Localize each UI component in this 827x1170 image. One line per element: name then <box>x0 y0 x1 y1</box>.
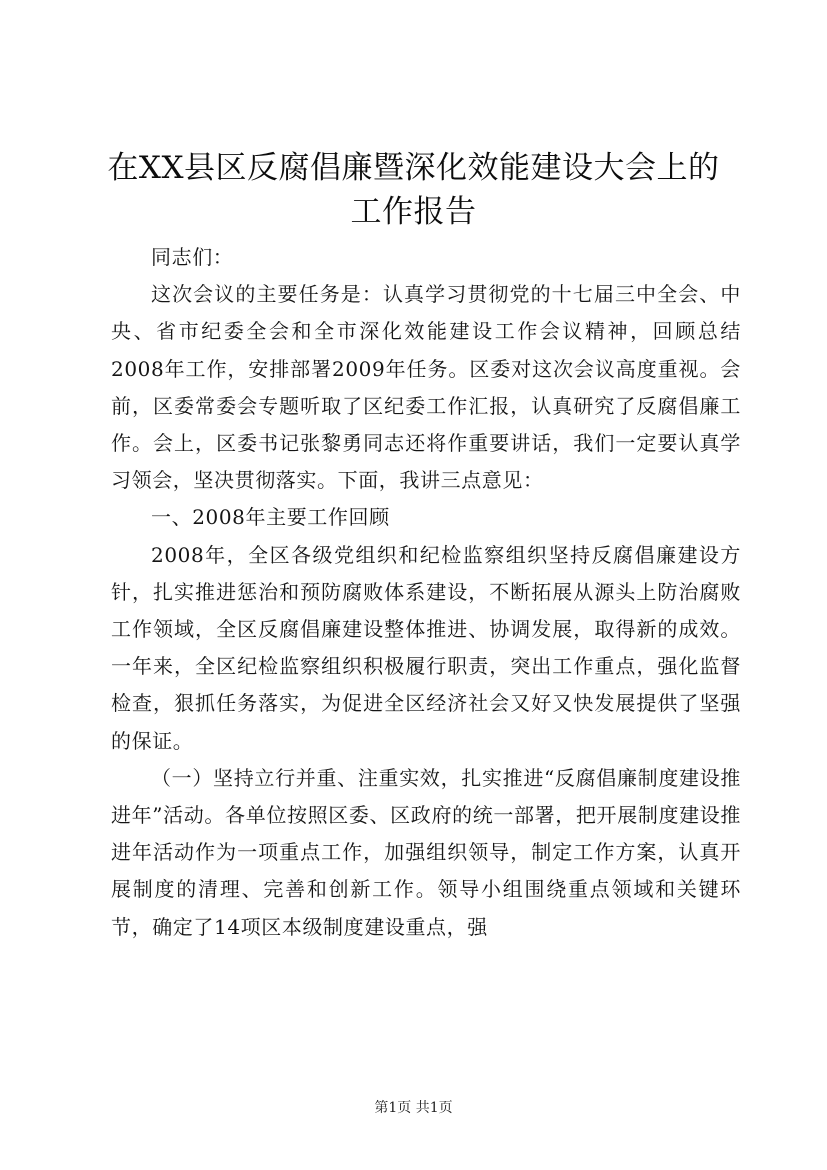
salutation-paragraph: 同志们： <box>151 245 234 269</box>
subsection-paragraph: （一）坚持立行并重、注重实效，扎实推进“反腐倡廉制度建设推进年”活动。各单位按照区委、区政府的统一部署，把开展制度建设推进年活动作为一项重点工作，加强组织领导，制定工作方案，认真开展制度的清理、完善和创新工作。领导小组围绕重点领域和关键环节，确定了14项区本级制度建设重点，强 <box>111 765 741 939</box>
intro-paragraph: 这次会议的主要任务是：认真学习贯彻党的十七届三中全会、中央、省市纪委全会和全市深化效能建设工作会议精神，回顾总结2008年工作，安排部署2009年任务。区委对这次会议高度重视。会前，区委常委会专题听取了区纪委工作汇报，认真研究了反腐倡廉工作。会上，区委书记张黎勇同志还将作重要讲话，我们一定要认真学习领会，坚决贯彻落实。下面，我讲三点意见： <box>111 282 741 493</box>
document-title-line-1: 在XX县区反腐倡廉暨深化效能建设大会上的 <box>107 150 720 186</box>
section-heading: 一、2008年主要工作回顾 <box>151 505 390 530</box>
review-paragraph: 2008年，全区各级党组织和纪检监察组织坚持反腐倡廉建设方针，扎实推进惩治和预防腐败体系建设，不断拓展从源头上防治腐败工作领域，全区反腐倡廉建设整体推进、协调发展，取得新的成效。一年来，全区纪检监察组织积极履行职责，突出工作重点，强化监督检查，狠抓任务落实，为促进全区经济社会又好又快发展提供了坚强的保证。 <box>111 542 741 753</box>
document-title-line-2: 工作报告 <box>350 194 477 230</box>
document-body <box>111 239 741 946</box>
page-number-footer: 第1页 共1页 <box>374 1100 453 1116</box>
